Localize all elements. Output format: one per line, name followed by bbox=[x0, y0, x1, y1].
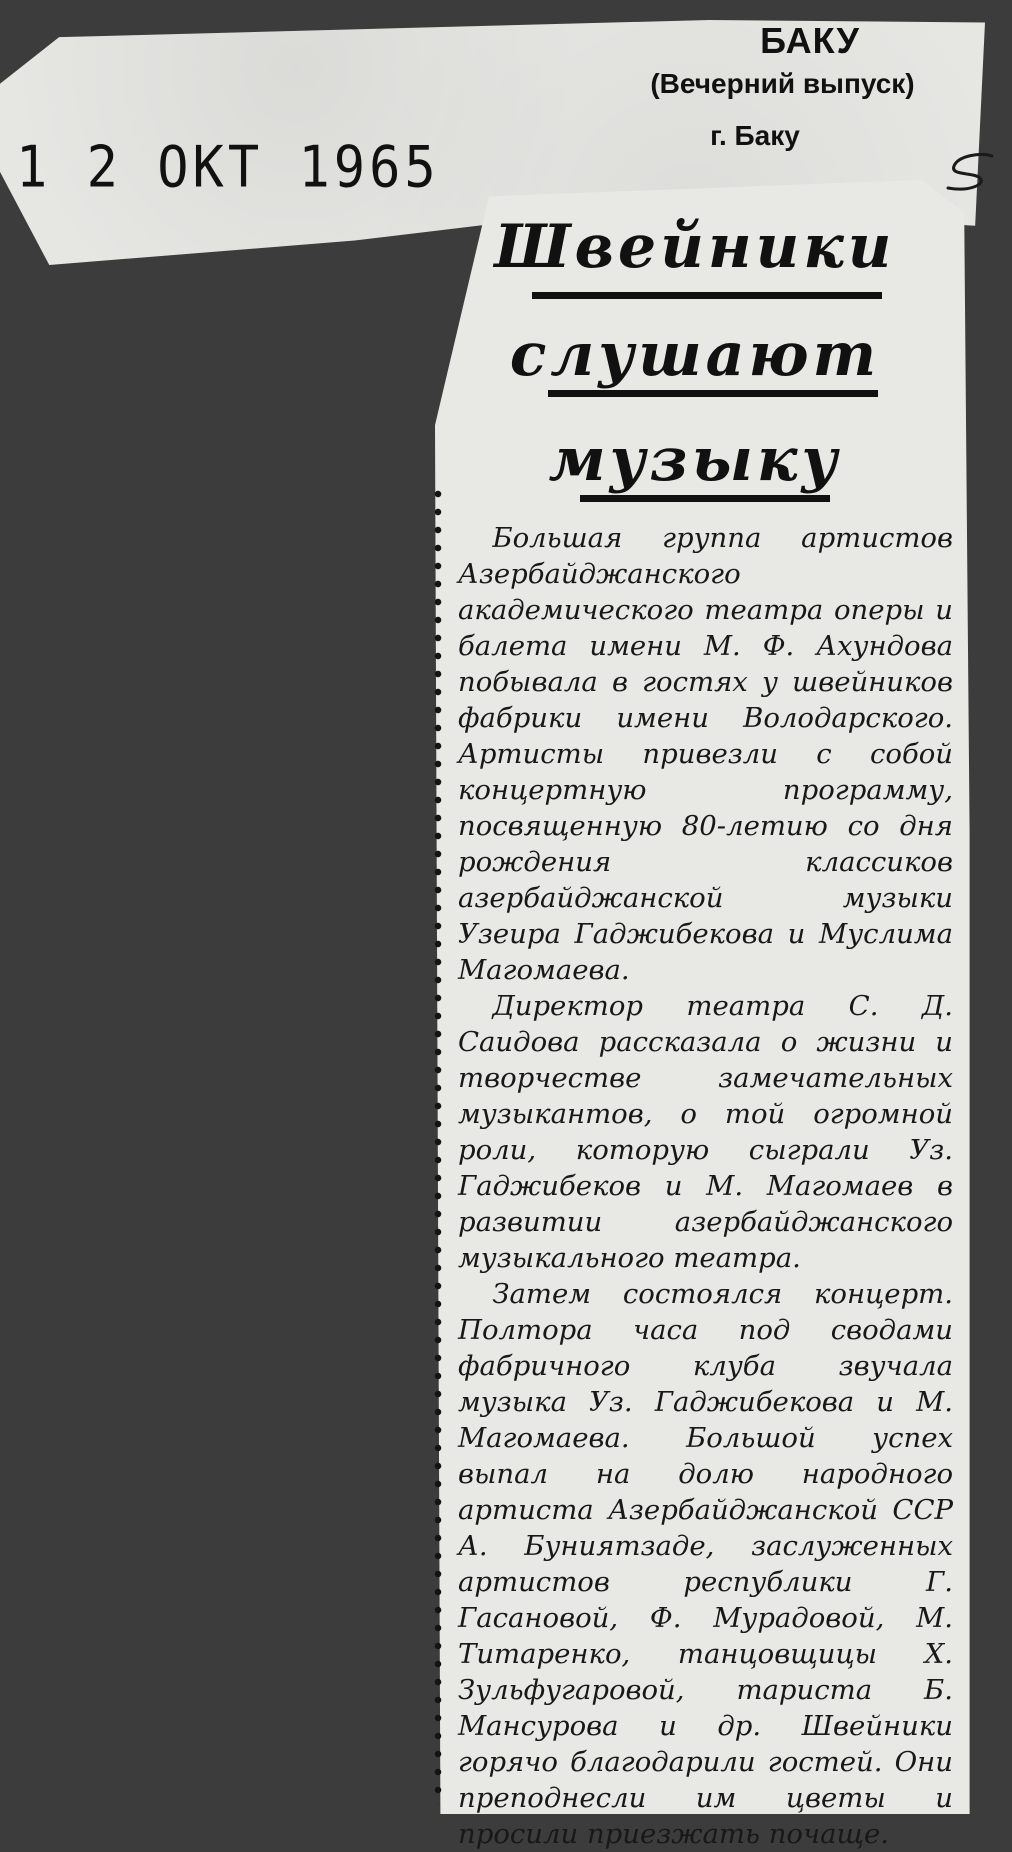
article-paragraph-3: Затем состоялся концерт. Полтора часа под сводами фабричного клуба звучала музыка Уз. Гаджибекова и М. Магомаева. Большой успех выпал на долю народного артиста Азербайджанской ССР А. Буниятзаде, заслуженных артистов республики Г. Гасановой, Ф. Мурадовой, М. Титаренко, танцовщицы Х. Зульфугаровой, тариста Б. Мансурова и др. Швейники горячо благодарили гостей. Они преподнесли им цветы и просили приезжать почаще. bbox=[458, 1278, 953, 1850]
article-paragraph-2: Директор театра С. Д. Саидова рассказала о жизни и творчестве замечательных музыкантов, о той огромной роли, которую сыграли Уз. Гаджибеков и М. Магомаев в развитии азербайджанского музыкального театра. bbox=[458, 990, 953, 1274]
newspaper-edition: (Вечерний выпуск) bbox=[650, 68, 915, 99]
article-body bbox=[458, 520, 953, 1852]
headline-rule-1 bbox=[532, 292, 882, 299]
newspaper-city: г. Баку bbox=[710, 120, 800, 151]
headline-rule-3 bbox=[580, 495, 830, 502]
newspaper-name: БАКУ bbox=[760, 20, 860, 61]
headline-line-3: музыку bbox=[548, 425, 842, 495]
headline-line-2: слушают bbox=[509, 320, 881, 390]
article-paragraph-1: Большая группа артистов Азербайджанского академического театра оперы и балета имени М. Ф. Ахундова побывала в гостях у швейников фабрики имени Володарского. Артисты привезли с собой концертную программу, посвященную 80-летию со дня рождения классиков азербайджанской музыки Узеира Гаджибекова и Муслима Магомаева. bbox=[458, 522, 953, 986]
clipping-date-stamp: 1 2 ОКТ 1965 bbox=[16, 135, 440, 201]
headline-rule-2 bbox=[548, 390, 878, 397]
column-border-dots bbox=[432, 485, 444, 1805]
handwritten-mark-icon bbox=[940, 150, 1000, 195]
headline-line-1: Швейники bbox=[494, 212, 896, 282]
